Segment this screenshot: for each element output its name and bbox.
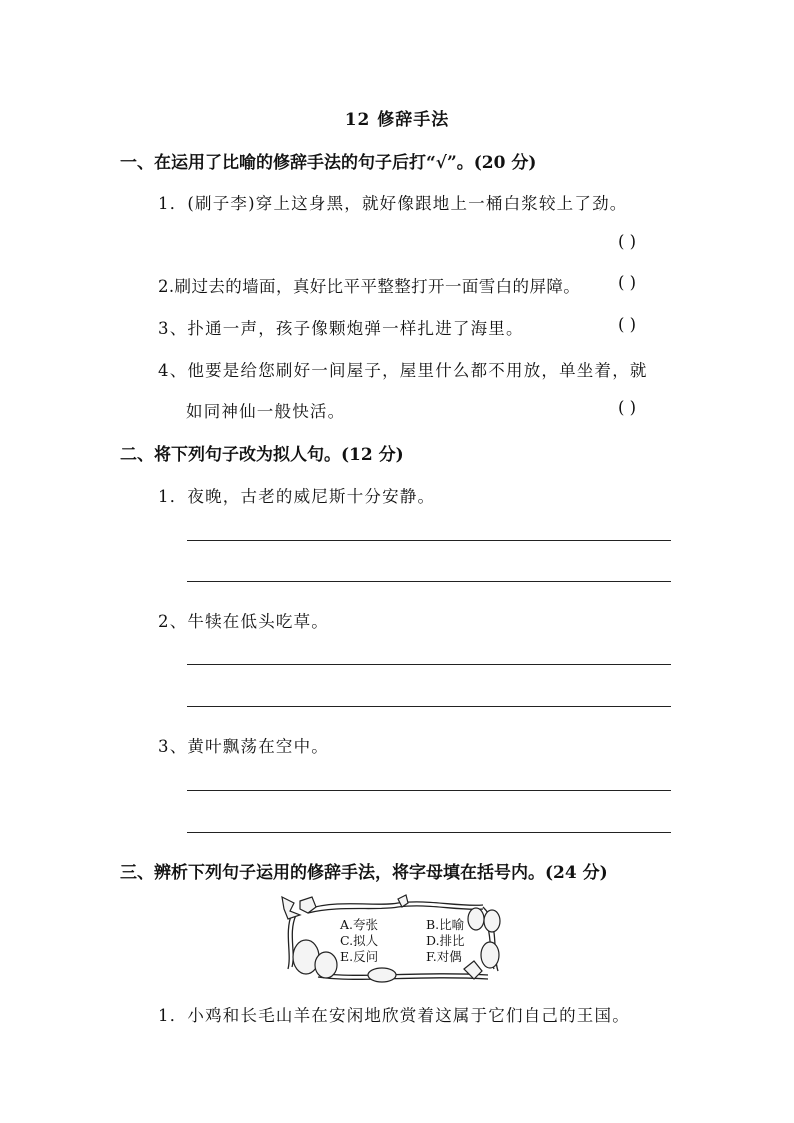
option-b: B.比喻 (426, 917, 465, 932)
s2-item-3-text: 3、黄叶飘荡在空中。 (158, 737, 329, 756)
s1-item-1-answer-paren[interactable]: ( ) (618, 232, 637, 251)
s2-item-1-answer-line-1[interactable] (187, 540, 671, 541)
option-e: E.反问 (340, 949, 379, 964)
option-c: C.拟人 (340, 933, 379, 948)
section-2-heading: 二、将下列句子改为拟人句。(12 分) (120, 445, 404, 465)
s1-item-4-text: 4、他要是给您刷好一间屋子，屋里什么都不用放，单坐着，就 (158, 361, 648, 380)
s1-item-4-answer-paren[interactable]: ( ) (618, 398, 637, 417)
s1-item-3-text: 3、扑通一声，孩子像颗炮弹一样扎进了海里。 (158, 319, 524, 338)
option-f: F.对偶 (426, 949, 462, 964)
s1-item-4-continuation: 如同神仙一般快活。 (186, 402, 346, 421)
s2-item-2-answer-line-1[interactable] (187, 664, 671, 665)
s1-item-2-answer-paren[interactable]: ( ) (618, 273, 637, 292)
s2-item-1-text: 1．夜晚，古老的威尼斯十分安静。 (158, 487, 436, 506)
option-d: D.排比 (426, 933, 465, 948)
options-box (278, 893, 510, 983)
s2-item-2-answer-line-2[interactable] (187, 706, 671, 707)
s1-item-1-text: 1．(刷子李)穿上这身黑，就好像跟地上一桶白浆较上了劲。 (158, 194, 628, 213)
section-1-heading: 一、在运用了比喻的修辞手法的句子后打“√”。(20 分) (120, 153, 537, 173)
s2-item-3-answer-line-2[interactable] (187, 832, 671, 833)
s3-item-1-text: 1．小鸡和长毛山羊在安闲地欣赏着这属于它们自己的王国。 (158, 1006, 630, 1025)
option-a: A.夸张 (340, 917, 379, 932)
s2-item-2-text: 2、牛犊在低头吃草。 (158, 612, 329, 631)
section-3-heading: 三、辨析下列句子运用的修辞手法，将字母填在括号内。(24 分) (120, 863, 608, 883)
vine-frame-decoration (278, 893, 510, 983)
s2-item-3-answer-line-1[interactable] (187, 790, 671, 791)
s2-item-1-answer-line-2[interactable] (187, 581, 671, 582)
page-title: 12 修辞手法 (344, 110, 450, 130)
s1-item-2-text: 2.刷过去的墙面，真好比平平整整打开一面雪白的屏障。 (158, 277, 581, 296)
s1-item-3-answer-paren[interactable]: ( ) (618, 315, 637, 334)
